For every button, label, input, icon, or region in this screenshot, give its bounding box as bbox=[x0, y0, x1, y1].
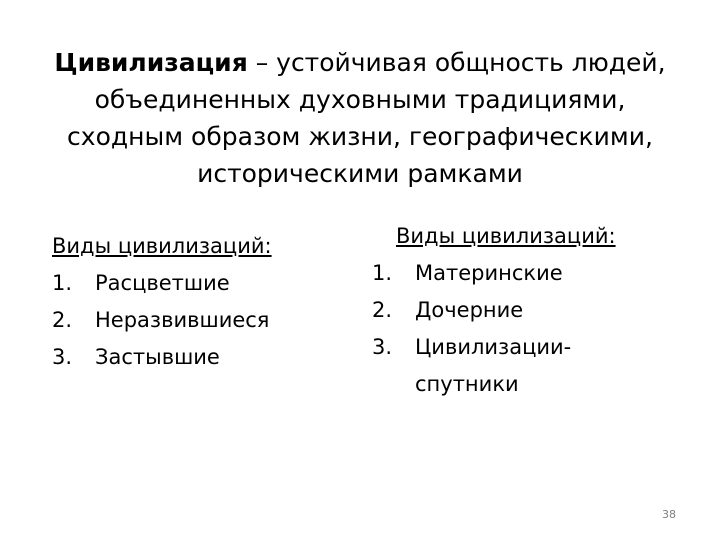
slide-title bbox=[30, 44, 690, 192]
list-item bbox=[372, 329, 672, 403]
list-item-text: Расцветшие bbox=[95, 271, 230, 295]
list-item bbox=[372, 292, 672, 329]
title-line-3: сходным образом жизни, географическими, bbox=[67, 122, 653, 151]
title-term: Цивилизация bbox=[54, 48, 248, 77]
list-item-text: Материнские bbox=[415, 261, 563, 285]
right-list-heading: Виды цивилизаций: bbox=[396, 224, 616, 248]
list-item-text: Застывшие bbox=[95, 345, 220, 369]
list-item bbox=[52, 302, 342, 339]
list-item-number: 2. bbox=[372, 298, 393, 322]
list-item bbox=[372, 255, 672, 292]
list-item-number: 3. bbox=[372, 335, 393, 359]
list-item-text: Неразвившиеся bbox=[95, 308, 270, 332]
list-item-number: 3. bbox=[52, 345, 73, 369]
list-item-number: 1. bbox=[52, 271, 73, 295]
list-item-number: 2. bbox=[52, 308, 73, 332]
list-item bbox=[52, 265, 342, 302]
list-item bbox=[52, 339, 342, 376]
left-list bbox=[52, 228, 342, 376]
right-list bbox=[372, 218, 672, 403]
list-item-text: Дочерние bbox=[415, 298, 524, 322]
left-list-heading: Виды цивилизаций: bbox=[52, 234, 272, 258]
title-line-4: историческими рамками bbox=[197, 159, 523, 188]
list-item-text: Цивилизации-спутники bbox=[415, 335, 572, 396]
title-line-2: объединенных духовными традициями, bbox=[94, 85, 626, 114]
page-number: 38 bbox=[662, 508, 676, 521]
title-definition-start: – устойчивая общность людей, bbox=[247, 48, 666, 77]
list-item-number: 1. bbox=[372, 261, 393, 285]
title-line-1 bbox=[30, 44, 690, 81]
